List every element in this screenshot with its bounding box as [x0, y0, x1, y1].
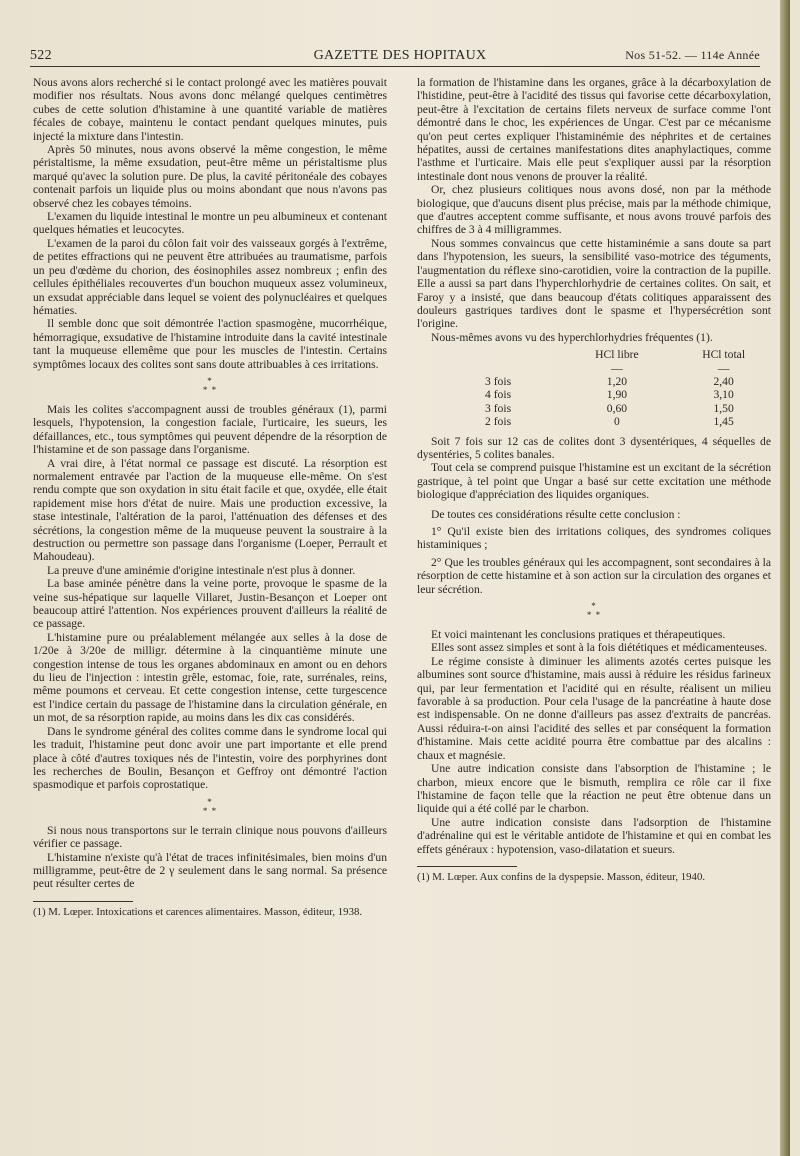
paragraph: Nous sommes convaincus que cette histaminémie a sans doute sa part dans l'hypotension, les sueurs, la sensibilité vaso-motrice des téguments, l'augmentation du réflexe sino-carotidien, voire la contraction de la pupille. Elle a aussi sa part dans l'hyperchlorhydrie de certaines colites. On sait, et Faroy y a insisté, que dans beaucoup d'états colitiques apparaissent des douleurs gastriques tardives dont le spasme et l'hypersécrétion sont l'origine. [417, 236, 771, 331]
footnote-rule [33, 901, 133, 902]
page-number: 522 [30, 48, 52, 63]
paragraph: L'examen de la paroi du côlon fait voir des vaisseaux gorgés à l'extrême, de petites effractions qui ne peuvent être attribuées au traumatisme, parfois un peu d'œdème du chorion, des éosinophiles assez nombreux ; enfin des cellules épithéliales recouvertes d'un bouchon muqueux assez volumineux, un exsudat appréciable dans lequel se voient des polynucléaires et quelques hématies. [33, 236, 387, 317]
paragraph: 1° Qu'il existe bien des irritations coliques, des syndromes coliques histaminiques ; [417, 525, 771, 552]
paragraph: La base aminée pénètre dans la veine porte, provoque le spasme de la veine sus-hépatique sur laquelle Villaret, Justin-Besançon et Loeper ont beaucoup attiré l'attention. Nos expériences prouvent d'ailleurs la réalité de ce passage. [33, 577, 387, 631]
right-column [417, 76, 771, 883]
paragraph: L'histamine pure ou préalablement mélangée aux selles à la dose de 1/20e à 3/20e de milligr. détermine à la cinquantième minute une congestion intense de tous les organes abdominaux en amont ou en dehors du lieu de l'injection : intestin grêle, estomac, foie, rate, surrénales, reins, même poumons et cerveau. Et cette congestion intense, cette turgescence est l'indice certain du passage de l'histamine dans la circulation générale, en un mot, de sa résorption rapide, au moins dans les dix cas considérés. [33, 630, 387, 725]
table-cell: 2,40 [713, 374, 734, 388]
table-dash-row [477, 362, 777, 375]
table-header-cell: HCl total [702, 348, 746, 362]
paragraph: Dans le syndrome général des colites comme dans le syndrome local qui les traduit, l'histamine peut donc avoir une part importante et elle prend place à côté d'autres toxiques nés de l'intestin, voire des porphyrines dont les recherches de Boulin, Besançon et Geffroy ont démontré l'action spasmodique et parfois coprostatique. [33, 724, 387, 792]
table-header-cell: HCl libre [595, 348, 639, 362]
paragraph: Nous-mêmes avons vu des hyperchlorhydries fréquentes (1). [431, 330, 713, 344]
paragraph: la formation de l'histamine dans les organes, grâce à la décarboxylation de l'histidine, peut-être à l'acidité des tissus qui favorise cette décarboxylation, peut-être à l'excitation de certains filets nerveux de surface comme l'ont démontré dans le choc, les expériences de Ungar. C'est par ce mécanisme qu'on peut certes expliquer l'histaminémie des néphrites et de certaines hépatites, aussi de certaines manifestations dites anaphylactiques, comme l'asthme et l'urticaire. Mais elle peut s'expliquer aussi par la résorption intestinale dont nous venons de prouver la réalité. [417, 76, 771, 183]
paragraph: 2° Que les troubles généraux qui les accompagnent, sont secondaires à la résorption de cette histamine et à son action sur la circulation des organes et leur sécrétion. [417, 555, 771, 596]
paragraph: Or, chez plusieurs colitiques nous avons dosé, non par la méthode biologique, que d'aucuns disent plus précise, mais par la méthode chimique, que d'autres acceptent comme suffisante, et nous avons trouvé parfois des chiffres de 3 à 4 milligrammes. [417, 183, 771, 237]
table-row [477, 375, 777, 388]
paragraph: Elles sont assez simples et sont à la fois diététiques et médicamenteuses. [431, 641, 768, 655]
paragraph: Il semble donc que soit démontrée l'action spasmogène, mucorrhéique, hémorragique, exsudative de l'histamine introduite dans la cavité intestinale tant la muqueuse ellemême que pour les muscles de l'intestin. Certains symptômes locaux des colites sont sans doute attribuables à ces irritations. [33, 317, 387, 371]
paragraph: De toutes ces considérations résulte cette conclusion : [431, 507, 681, 521]
paragraph: L'examen du liquide intestinal le montre un peu albumineux et contenant quelques hématies et leucocytes. [33, 210, 387, 237]
footnote: (1) M. Lœper. Aux confins de la dyspepsie. Masson, éditeur, 1940. [417, 870, 706, 883]
table-cell: 4 fois [485, 388, 512, 402]
paragraph: Et voici maintenant les conclusions pratiques et thérapeutiques. [431, 628, 726, 642]
table-row [477, 388, 777, 401]
table-header-cell [477, 348, 564, 361]
table-cell: 1,50 [713, 401, 734, 415]
footnote: (1) M. Lœper. Intoxications et carences alimentaires. Masson, éditeur, 1938. [33, 905, 363, 918]
paragraph: Tout cela se comprend puisque l'histamine est un excitant de la sécrétion gastrique, à tel point que Ungar a basé sur cette excitation une méthode biologique d'appréciation des liquides organiques. [417, 461, 771, 502]
paragraph: Nous avons alors recherché si le contact prolongé avec les matières pouvait modifier nos résultats. Nous avons donc mélangé quelques centimètres cubes de cette solution d'histamine à une quantité variable de matières fécales de cobaye, maintenu le contact pendant quelques minutes, puis injecté la mixture dans l'intestin. [33, 76, 387, 143]
table-row [477, 415, 777, 428]
paragraph: Mais les colites s'accompagnent aussi de troubles généraux (1), parmi lesquels, l'hypotension, la congestion faciale, l'urticaire, les sueurs, les défaillances, etc., tous symptômes qui peuvent dépendre de la résorption de l'histamine et de son passage dans l'organisme. [33, 402, 387, 457]
paragraph: La preuve d'une aminémie d'origine intestinale n'est plus à donner. [47, 563, 356, 577]
header-rule [30, 66, 760, 67]
table-cell: 3 fois [485, 374, 512, 388]
paragraph: L'histamine n'existe qu'à l'état de traces infinitésimales, bien moins d'un milligramme, peut-être de 2 γ seulement dans le sang normal. Sa présence peut résulter certes de [33, 850, 387, 891]
table-cell: 1,90 [606, 388, 628, 402]
issue-info: Nos 51-52. — 114e Année [625, 48, 760, 62]
footnote-rule [417, 866, 517, 867]
journal-title: GAZETTE DES HOPITAUX [313, 48, 487, 63]
table-dash: — [611, 361, 623, 375]
table-header-row [477, 348, 777, 361]
table-cell: 0,60 [606, 401, 628, 415]
page-edge [780, 0, 790, 1156]
table-cell: 2 fois [485, 415, 512, 429]
table-cell: 1,20 [606, 374, 628, 388]
section-separator: * * * [586, 601, 602, 621]
table-cell: 3,10 [713, 388, 734, 402]
paragraph: Soit 7 fois sur 12 cas de colites dont 3 dysentériques, 4 séquelles de dysentéries, 5 colites banales. [417, 434, 771, 461]
paragraph: Le régime consiste à diminuer les aliments azotés certes puisque les albumines sont source d'histamine, mais aussi à réduire les résidus farineux qui, par leur fermentation et l'acidité qui en résulte, réalisent un milieu favorable à sa production. Pour cela l'usage de la pancréatine à haute dose est indispensable. On ne donne d'ailleurs pas assez d'extraits de pancréas. Aussi réduira-t-on ainsi l'acidité des selles et par conséquent la formation d'histamine. Mais cette acidité pourra être combattue par des alcalins : chaux et magnésie. [417, 654, 771, 762]
hcl-table [477, 348, 777, 428]
table-dash: — [717, 361, 730, 375]
section-separator: * * * [202, 375, 218, 395]
table-cell: 0 [614, 415, 620, 429]
paragraph: Une autre indication consiste dans l'absorption de l'histamine ; le charbon, mieux encore que le bismuth, remplira ce rôle car il fixe l'histamine de façon telle que la réaction ne peut être obtenue dans un liquide qui a été collé par le charbon. [417, 762, 771, 816]
running-header [30, 48, 770, 66]
left-column [33, 76, 387, 918]
paragraph: Si nous nous transportons sur le terrain clinique nous pouvons d'ailleurs vérifier ce passage. [33, 823, 387, 851]
section-separator: * * * [202, 796, 218, 816]
paragraph: Après 50 minutes, nous avons observé la même congestion, le même péristaltisme, la même exsudation, peut-être même un péristaltisme plus marqué qu'avec la solution pure. De plus, la cavité péritonéale des cobayes contenait parfois un liquide plus ou moins abondant que nous n'avons pas observé chez les cobayes témoins. [33, 143, 387, 210]
table-cell: 3 fois [485, 401, 512, 415]
paragraph: Une autre indication consiste dans l'adsorption de l'histamine d'adrénaline qui est le véritable antidote de l'histamine et qui en combat les effets généraux : hypotension, vaso-dilatation et sueurs. [417, 815, 771, 856]
paragraph: A vrai dire, à l'état normal ce passage est discuté. La résorption est normalement entravée par l'action de la muqueuse elle-même. On s'est rendu compte que son oxydation in situ était facile et que, oxydée, elle était rapidement mise hors d'état de nuire. Mais une production excessive, la stase intestinale, l'altération de la paroi, l'atténuation des défenses et des sécrétions, la congestion même de la muqueuse peuvent la soustraire à la destruction ou permettre son passage dans l'organisme (Loeper, Perrault et Mahoudeau). [33, 456, 387, 564]
table-cell: 1,45 [713, 415, 734, 429]
table-row [477, 402, 777, 415]
